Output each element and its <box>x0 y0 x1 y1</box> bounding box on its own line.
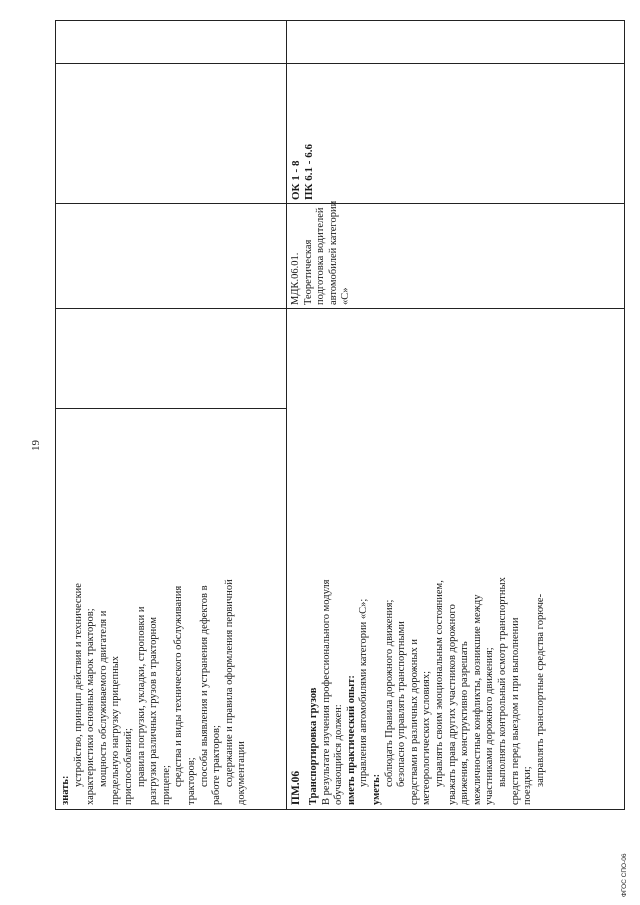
text-line: иметь практический опыт: <box>345 675 357 805</box>
text-line: знать: <box>60 775 71 805</box>
mdk-line: МДК.06.01. <box>290 252 301 305</box>
page-number: 19 <box>30 440 42 451</box>
text-line: движения, конструктивно разрешать <box>459 641 471 805</box>
text-line: работе тракторов; <box>211 725 223 805</box>
text-line: прицепе; <box>160 765 172 805</box>
text-line: правила погрузки, укладки, строповки и <box>135 606 147 787</box>
mdk-line: Теоретическая <box>302 239 314 305</box>
text-line: управления автомобилями категории «С»; <box>358 598 370 787</box>
text-line: способы выявления и устранения дефектов в <box>198 585 210 787</box>
row-divider <box>286 21 287 809</box>
text-line: устройство, принцип действия и технические <box>72 583 84 787</box>
text-line: приспособлений; <box>122 728 134 805</box>
mdk-cell <box>290 185 353 305</box>
text-line: документации <box>236 741 248 805</box>
col-divider <box>56 63 624 64</box>
mdk-line: автомобилей категории <box>327 200 339 305</box>
text-line: безопасно управлять транспортными <box>396 621 408 787</box>
text-line: управлять своим эмоциональным состоянием, <box>433 580 445 787</box>
text-line: соблюдать Правила дорожного движения; <box>383 599 395 787</box>
text-line: уважать права других участников дорожного <box>446 604 458 805</box>
text-line: заправлять транспортные средства горюче- <box>534 593 546 787</box>
text-line: уметь: <box>370 773 382 805</box>
mdk-line: подготовка водителей <box>315 207 327 305</box>
text-line: средства и виды технического обслуживания <box>173 585 185 787</box>
text-line: межличностные конфликты, возникшие между <box>471 594 483 805</box>
module-code: ПМ.06 <box>290 770 302 805</box>
col-divider <box>56 308 624 309</box>
row1-knowledge-cell <box>60 413 249 805</box>
competency-line: ОК 1 - 8 <box>290 160 302 200</box>
text-line: участниками дорожного движения; <box>484 647 496 805</box>
text-line: обучающийся должен: <box>333 704 345 805</box>
module-description-cell <box>308 413 547 805</box>
text-line: мощность обслуживаемого двигателя и <box>97 610 109 787</box>
text-line: метеорологических условиях; <box>421 670 433 805</box>
competencies-cell <box>290 68 315 200</box>
text-line: средствами в различных дорожных и <box>408 639 420 805</box>
row2-lines <box>308 413 547 805</box>
comp-lines <box>290 68 315 200</box>
competency-line: ПК 6.1 - 6.6 <box>302 144 315 200</box>
mdk-line: «С» <box>340 287 352 305</box>
mdk-lines <box>290 185 353 305</box>
text-line: Транспортировка грузов <box>308 687 319 805</box>
text-line: тракторов; <box>185 757 197 805</box>
row1-lines <box>60 413 249 805</box>
text-line: В результате изучения профессионального модуля <box>320 579 332 805</box>
curriculum-table <box>55 20 625 810</box>
col-divider <box>56 408 286 409</box>
text-line: содержание и правила оформления первичной <box>223 579 235 787</box>
text-line: выполнять контрольный осмотр транспортных <box>496 577 508 787</box>
footer-label: ФГОС СПО-06 <box>621 853 628 897</box>
text-line: разгрузки различных грузов в тракторном <box>148 617 160 805</box>
text-line: характеристики основных марок тракторов; <box>85 608 97 805</box>
text-line: предельную нагрузку прицепных <box>110 656 122 805</box>
text-line: поездки; <box>522 766 534 805</box>
text-line: средств перед выездом и при выполнении <box>509 617 521 805</box>
